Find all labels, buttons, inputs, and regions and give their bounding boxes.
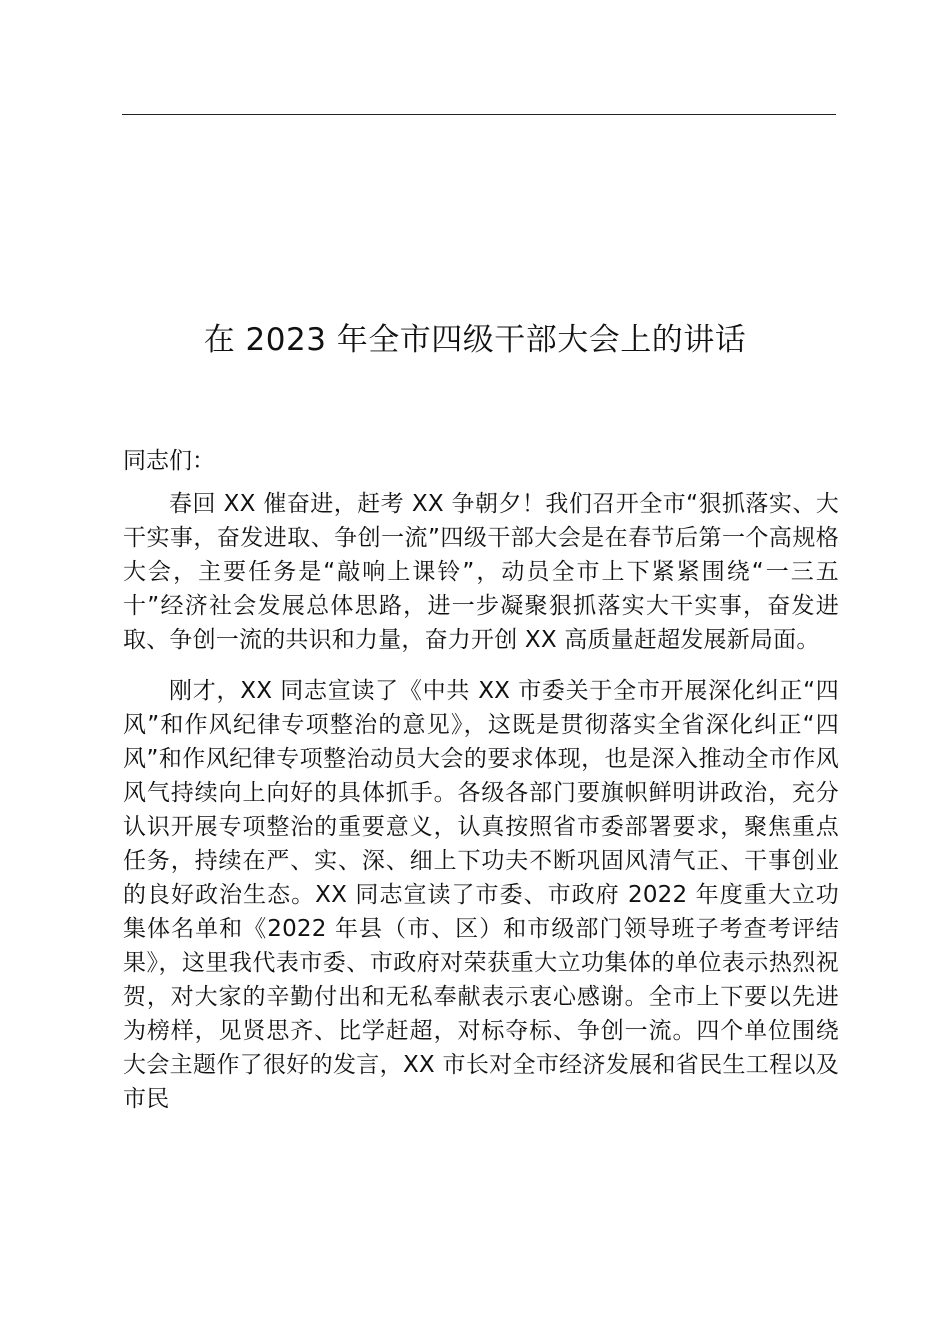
paragraph-2: 刚才，XX 同志宣读了《中共 XX 市委关于全市开展深化纠正“四风”和作风纪律专项整治的意见》，这既是贯彻落实全省深化纠正“四风”和作风纪律专项整治动员大会的要求体现，也是深入推动全市作风风气持续向上向好的具体抓手。各级各部门要旗帜鲜明讲政治，充分认识开展专项整治的重要意义，认真按照省市委部署要求，聚焦重点任务，持续在严、实、深、细上下功夫不断巩固风清气正、干事创业的良好政治生态。XX 同志宣读了市委、市政府 2022 年度重大立功集体名单和《2022 年县（市、区）和市级部门领导班子考查考评结果》，这里我代表市委、市政府对荣获重大立功集体的单位表示热烈祝贺，对大家的辛勤付出和无私奉献表示衷心感谢。全市上下要以先进为榜样，见贤思齐、比学赶超，对标夺标、争创一流。四个单位围绕大会主题作了很好的发言，XX 市长对全市经济发展和省民生工程以及市民 [123, 678, 839, 1112]
document-body [123, 443, 839, 1133]
header-rule [122, 114, 836, 115]
paragraph-1: 春回 XX 催奋进，赶考 XX 争朝夕！我们召开全市“狠抓落实、大干实事，奋发进取、争创一流”四级干部大会是在春节后第一个高规格大会，主要任务是“敲响上课铃”，动员全市上下紧紧围绕“一三五十”经济社会发展总体思路，进一步凝聚狠抓落实大干实事，奋发进取、争创一流的共识和力量，奋力开创 XX 高质量赶超发展新局面。 [123, 491, 839, 653]
salutation: 同志们： [123, 448, 215, 474]
document-title: 在 2023 年全市四级干部大会上的讲话 [203, 322, 747, 358]
